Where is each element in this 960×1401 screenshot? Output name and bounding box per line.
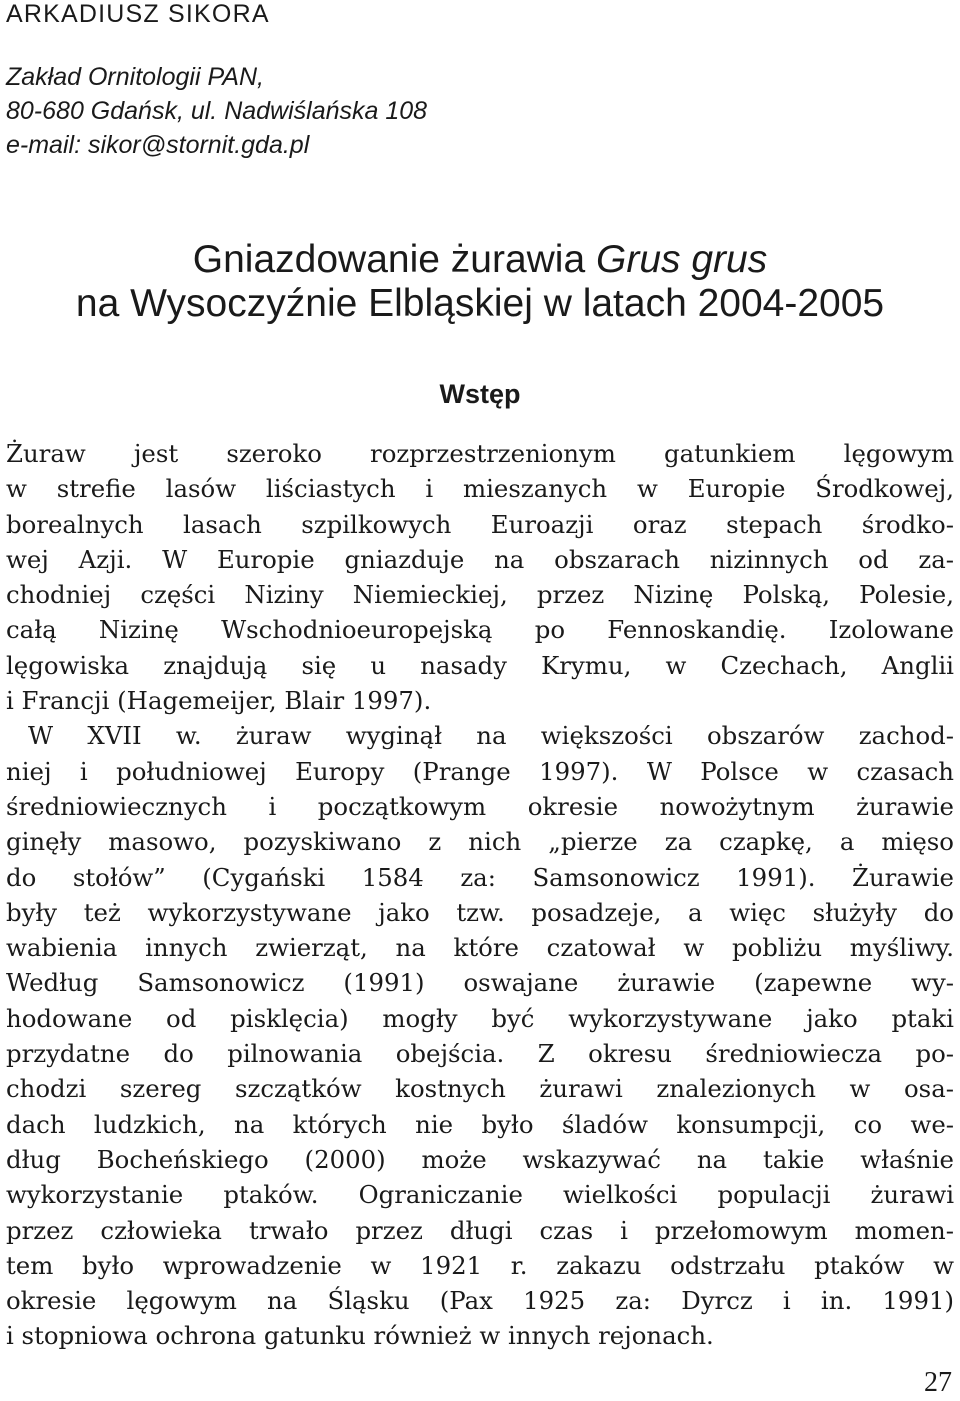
body-line: przez człowieka trwało przez długi czas i przełomowym momen- xyxy=(6,1215,954,1245)
body-line: borealnych lasach szpilkowych Euroazji oraz stepach środko- xyxy=(6,509,954,539)
body-line: niej i południowej Europy (Prange 1997). W Polsce w czasach xyxy=(6,756,954,786)
body-line: okresie lęgowym na Śląsku (Pax 1925 za: Dyrcz i in. 1991) xyxy=(6,1286,954,1316)
title-line-2: na Wysoczyźnie Elbląskiej w latach 2004-2005 xyxy=(75,282,885,325)
body-line: wykorzystanie ptaków. Ograniczanie wielkości populacji żurawi xyxy=(6,1180,954,1210)
body-line: były też wykorzystywane jako tzw. posadzeje, a więc służyły do xyxy=(6,897,954,927)
affiliation-line-email: e-mail: sikor@stornit.gda.pl xyxy=(6,131,310,159)
body-line: całą Nizinę Wschodnioeuropejską po Fennoskandię. Izolowane xyxy=(6,615,954,645)
body-line: Żuraw jest szeroko rozprzestrzenionym gatunkiem lęgowym xyxy=(6,439,954,468)
body-line: średniowiecznych i początkowym okresie nowożytnym żurawie xyxy=(6,791,954,821)
body-line: przydatne do pilnowania obejścia. Z okresu średniowiecza po- xyxy=(6,1039,954,1069)
body-line: hodowane od pisklęcia) mogły być wykorzystywane jako ptaki xyxy=(6,1003,954,1033)
body-text xyxy=(6,436,954,1354)
author-name: ARKADIUSZ SIKORA xyxy=(6,0,270,28)
title-line-1: Gniazdowanie żurawia Grus grus xyxy=(192,238,768,281)
section-heading: Wstęp xyxy=(439,379,521,409)
body-line: Według Samsonowicz (1991) oswajane żurawie (zapewne wy- xyxy=(6,968,954,998)
body-line: do stołów” (Cygański 1584 za: Samsonowicz 1991). Żurawie xyxy=(6,862,954,892)
body-line: tem było wprowadzenie w 1921 r. zakazu odstrzału ptaków w xyxy=(6,1250,954,1280)
affiliation-line-address: 80-680 Gdańsk, ul. Nadwiślańska 108 xyxy=(6,97,428,125)
body-line: wej Azji. W Europie gniazduje na obszarach nizinnych od za- xyxy=(6,544,954,574)
body-line: wabienia innych zwierząt, na które czatował w pobliżu myśliwy. xyxy=(6,933,954,963)
body-line: chodniej części Niziny Niemieckiej, przez Nizinę Polską, Polesie, xyxy=(6,580,954,610)
body-line: ginęły masowo, pozyskiwano z nich „pierze za czapkę, a mięso xyxy=(6,827,954,857)
article-title xyxy=(0,238,960,326)
species-name: Grus grus xyxy=(596,238,768,281)
body-line: lęgowiska znajdują się u nasady Krymu, w Czechach, Anglii xyxy=(6,650,954,680)
author-affiliation xyxy=(6,60,427,162)
body-line: w strefie lasów liściastych i mieszanych w Europie Środkowej, xyxy=(6,474,954,504)
body-line: i Francji (Hagemeijer, Blair 1997). xyxy=(6,686,432,716)
body-line: dach ludzkich, na których nie było śladów konsumpcji, co we- xyxy=(6,1109,954,1139)
body-line: W XVII w. żuraw wyginął na większości obszarów zachod- xyxy=(28,721,954,751)
body-line: i stopniowa ochrona gatunku również w innych rejonach. xyxy=(6,1321,714,1351)
page-number: 27 xyxy=(924,1367,952,1398)
body-line: dług Bocheńskiego (2000) może wskazywać na takie właśnie xyxy=(6,1144,954,1174)
affiliation-line-institute: Zakład Ornitologii PAN, xyxy=(6,63,264,91)
body-line: chodzi szereg szczątków kostnych żurawi znalezionych w osa- xyxy=(6,1074,954,1104)
